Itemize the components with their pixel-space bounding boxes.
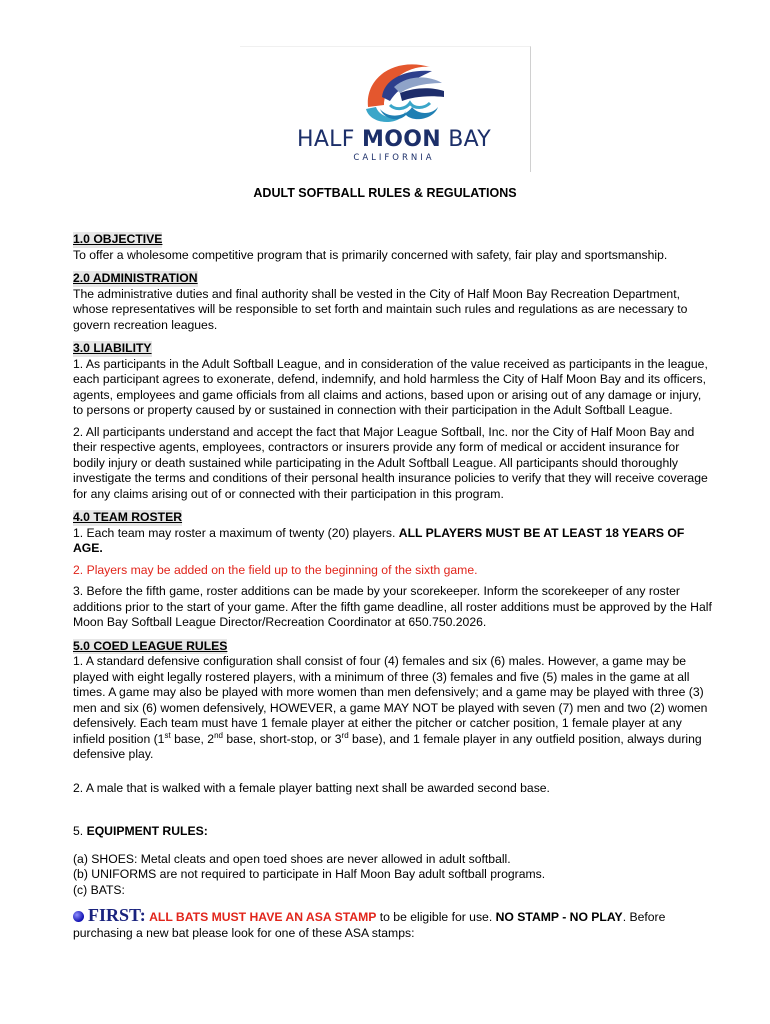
equipment-heading: 5. EQUIPMENT RULES:: [73, 824, 208, 838]
roster-paragraph-2: 2. Players may be added on the field up to the beginning of the sixth game.: [73, 562, 478, 577]
equipment-shoes: (a) SHOES: Metal cleats and open toed shoes are never allowed in adult softball.: [73, 851, 511, 866]
section-heading-coed-rules: 5.0 COED LEAGUE RULES: [73, 638, 228, 653]
bats-first-rule: FIRST: ALL BATS MUST HAVE AN ASA STAMP to be eligible for use. NO STAMP - NO PLAY. Before purchasing a new bat please look for one of these ASA stamps:: [73, 905, 666, 940]
half-moon-bay-emblem-icon: [360, 57, 450, 129]
logo: [240, 46, 531, 172]
logo-subtitle: CALIFORNIA: [353, 153, 435, 163]
section-heading-objective: 1.0 OBJECTIVE: [73, 232, 163, 246]
coed-paragraph-1: 1. A standard defensive configuration shall consist of four (4) females and six (6) males. However, a game may be played with eight legally rostered players, with a minimum of three (3) females and five (5) males in the game at all times. A game may also be played with more women than men defensively; and a game may be played with three (3) men and six (6) women defensively, HOWEVER, a game MAY NOT be played with seven (7) men and two (2) women defensively. Each team must have 1 female player at either the pitcher or catcher position, 1 female player at any infield position (1st base, 2nd base, short-stop, or 3rd base), and 1 female player in any outfield position, always during defensive play.: [73, 654, 708, 761]
bullet-icon: [73, 911, 84, 922]
document-body: [73, 232, 713, 941]
equipment-bats: (c) BATS:: [73, 882, 125, 897]
roster-paragraph-1: 1. Each team may roster a maximum of twenty (20) players. ALL PLAYERS MUST BE AT LEAST 18 YEARS OF AGE.: [73, 525, 685, 555]
coed-paragraph-2: 2. A male that is walked with a female player batting next shall be awarded second base.: [73, 780, 550, 795]
liability-paragraph-2: 2. All participants understand and accept the fact that Major League Softball, Inc. nor the City of Half Moon Bay and their respective agents, employees, contractors or insurers provide any form of medical or accident insurance for bodily injury or death sustained while participating in the Adult Softball League. All participants should thoroughly investigate the terms and conditions of their personal health insurance policies to verify that they will receive coverage for any claims arising out of or connected with their participation in this program.: [73, 424, 708, 501]
section-heading-team-roster: 4.0 TEAM ROSTER: [73, 510, 183, 524]
roster-paragraph-3: 3. Before the fifth game, roster additions can be made by your scorekeeper. Inform the scorekeeper of any roster additions prior to the start of your game. After the fifth game deadline, all roster additions must be approved by the Half Moon Bay Softball League Director/Recreation Coordinator at 650.750.2026.: [73, 584, 712, 629]
liability-paragraph-1: 1. As participants in the Adult Softball League, and in consideration of the value received as participants in the league, each participant agrees to exonerate, defend, indemnify, and hold harmless the City of Half Moon Bay and its officers, agents, employees and game officials from all claims and actions, based upon or arising out of any damage or injury, to persons or property caused by or sustained in connection with their participation in the Adult Softball League.: [73, 356, 708, 417]
administration-text: The administrative duties and final authority shall be vested in the City of Half Moon Bay Recreation Department, whose representatives will be responsible to set forth and maintain such rules and regulations as are necessary to govern recreation leagues.: [73, 286, 688, 332]
document-title: ADULT SOFTBALL RULES & REGULATIONS: [253, 186, 517, 200]
equipment-uniforms: (b) UNIFORMS are not required to participate in Half Moon Bay adult softball programs.: [73, 867, 546, 881]
section-heading-liability: 3.0 LIABILITY: [73, 341, 152, 355]
logo-wordmark: HALF MOON BAY: [296, 127, 491, 152]
section-heading-administration: 2.0 ADMINISTRATION: [73, 271, 198, 285]
objective-text: To offer a wholesome competitive program that is primarily concerned with safety, fair play and sportsmanship.: [73, 247, 668, 262]
